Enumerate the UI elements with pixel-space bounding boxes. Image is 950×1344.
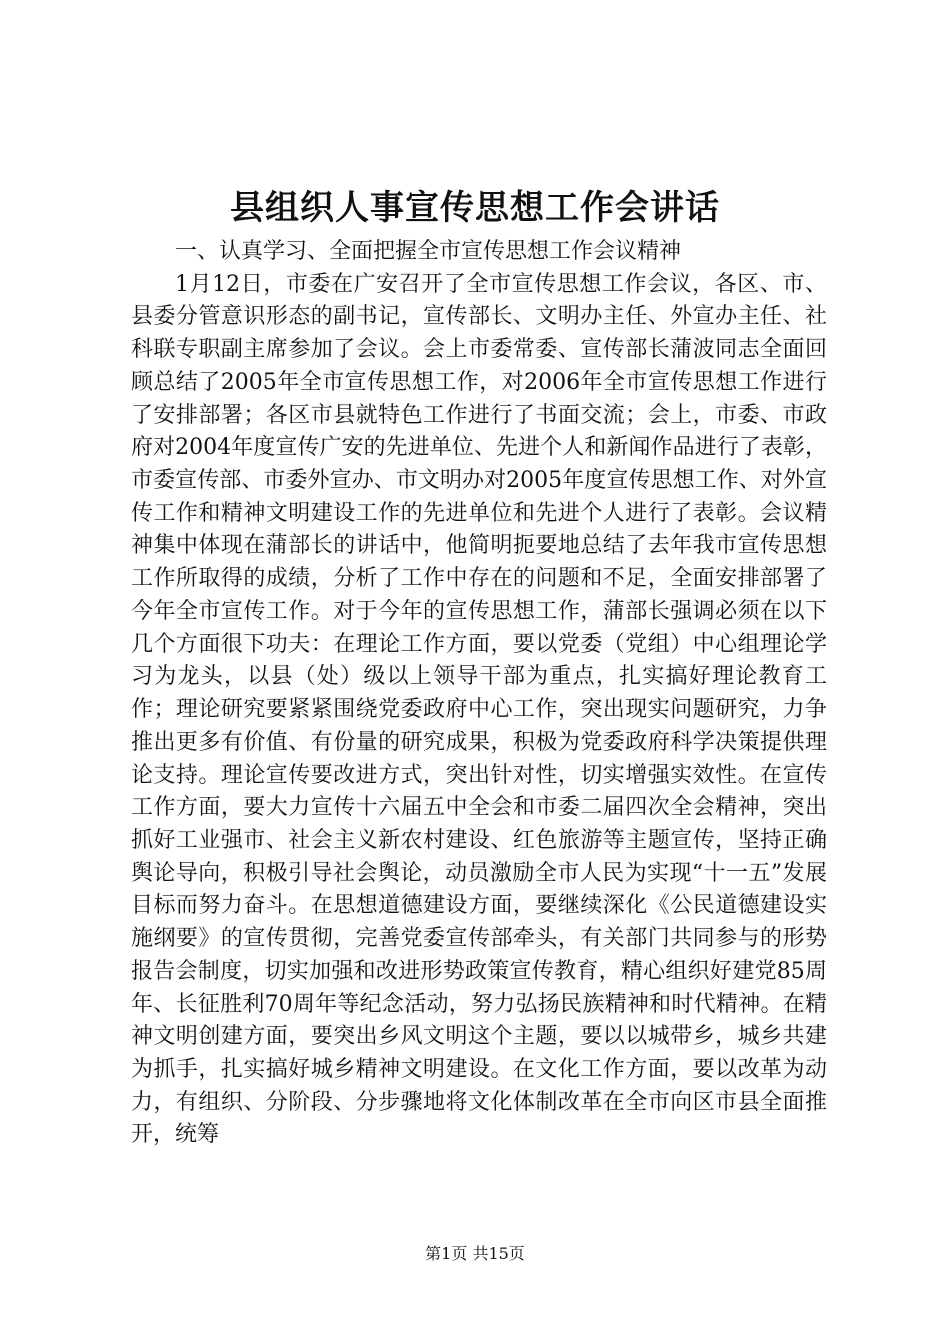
section-heading: 一、认真学习、全面把握全市宣传思想工作会议精神: [175, 239, 682, 264]
document-title: 县组织人事宣传思想工作会讲话: [230, 188, 720, 228]
document-body: [131, 236, 827, 1152]
page-footer: 第1页 共15页: [425, 1244, 525, 1263]
body-paragraph: 1月12日，市委在广安召开了全市宣传思想工作会议，各区、市、县委分管意识形态的副书记，宣传部长、文明办主任、外宣办主任、社科联专职副主席参加了会议。会上市委常委、宣传部长蒲波同志全面回顾总结了2005年全市宣传思想工作，对2006年全市宣传思想工作进行了安排部署；各区市县就特色工作进行了书面交流；会上，市委、市政府对2004年度宣传广安的先进单位、先进个人和新闻作品进行了表彰，市委宣传部、市委外宣办、市文明办对2005年度宣传思想工作、对外宣传工作和精神文明建设工作的先进单位和先进个人进行了表彰。会议精神集中体现在蒲部长的讲话中，他简明扼要地总结了去年我市宣传思想工作所取得的成绩，分析了工作中存在的问题和不足，全面安排部署了今年全市宣传工作。对于今年的宣传思想工作，蒲部长强调必须在以下几个方面很下功夫：在理论工作方面，要以党委（党组）中心组理论学习为龙头，以县（处）级以上领导干部为重点，扎实搞好理论教育工作；理论研究要紧紧围绕党委政府中心工作，突出现实问题研究，力争推出更多有价值、有份量的研究成果，积极为党委政府科学决策提供理论支持。理论宣传要改进方式，突出针对性，切实增强实效性。在宣传工作方面，要大力宣传十六届五中全会和市委二届四次全会精神，突出抓好工业强市、社会主义新农村建设、红色旅游等主题宣传，坚持正确舆论导向，积极引导社会舆论，动员激励全市人民为实现“十一五”发展目标而努力奋斗。在思想道德建设方面，要继续深化《公民道德建设实施纲要》的宣传贯彻，完善党委宣传部牵头，有关部门共同参与的形势报告会制度，切实加强和改进形势政策宣传教育，精心组织好建党85周年、长征胜利70周年等纪念活动，努力弘扬民族精神和时代精神。在精神文明创建方面，要突出乡风文明这个主题，要以以城带乡，城乡共建为抓手，扎实搞好城乡精神文明建设。在文化工作方面，要以改革为动力，有组织、分阶段、分步骤地将文化体制改革在全市向区市县全面推开，统筹: [131, 271, 827, 1148]
